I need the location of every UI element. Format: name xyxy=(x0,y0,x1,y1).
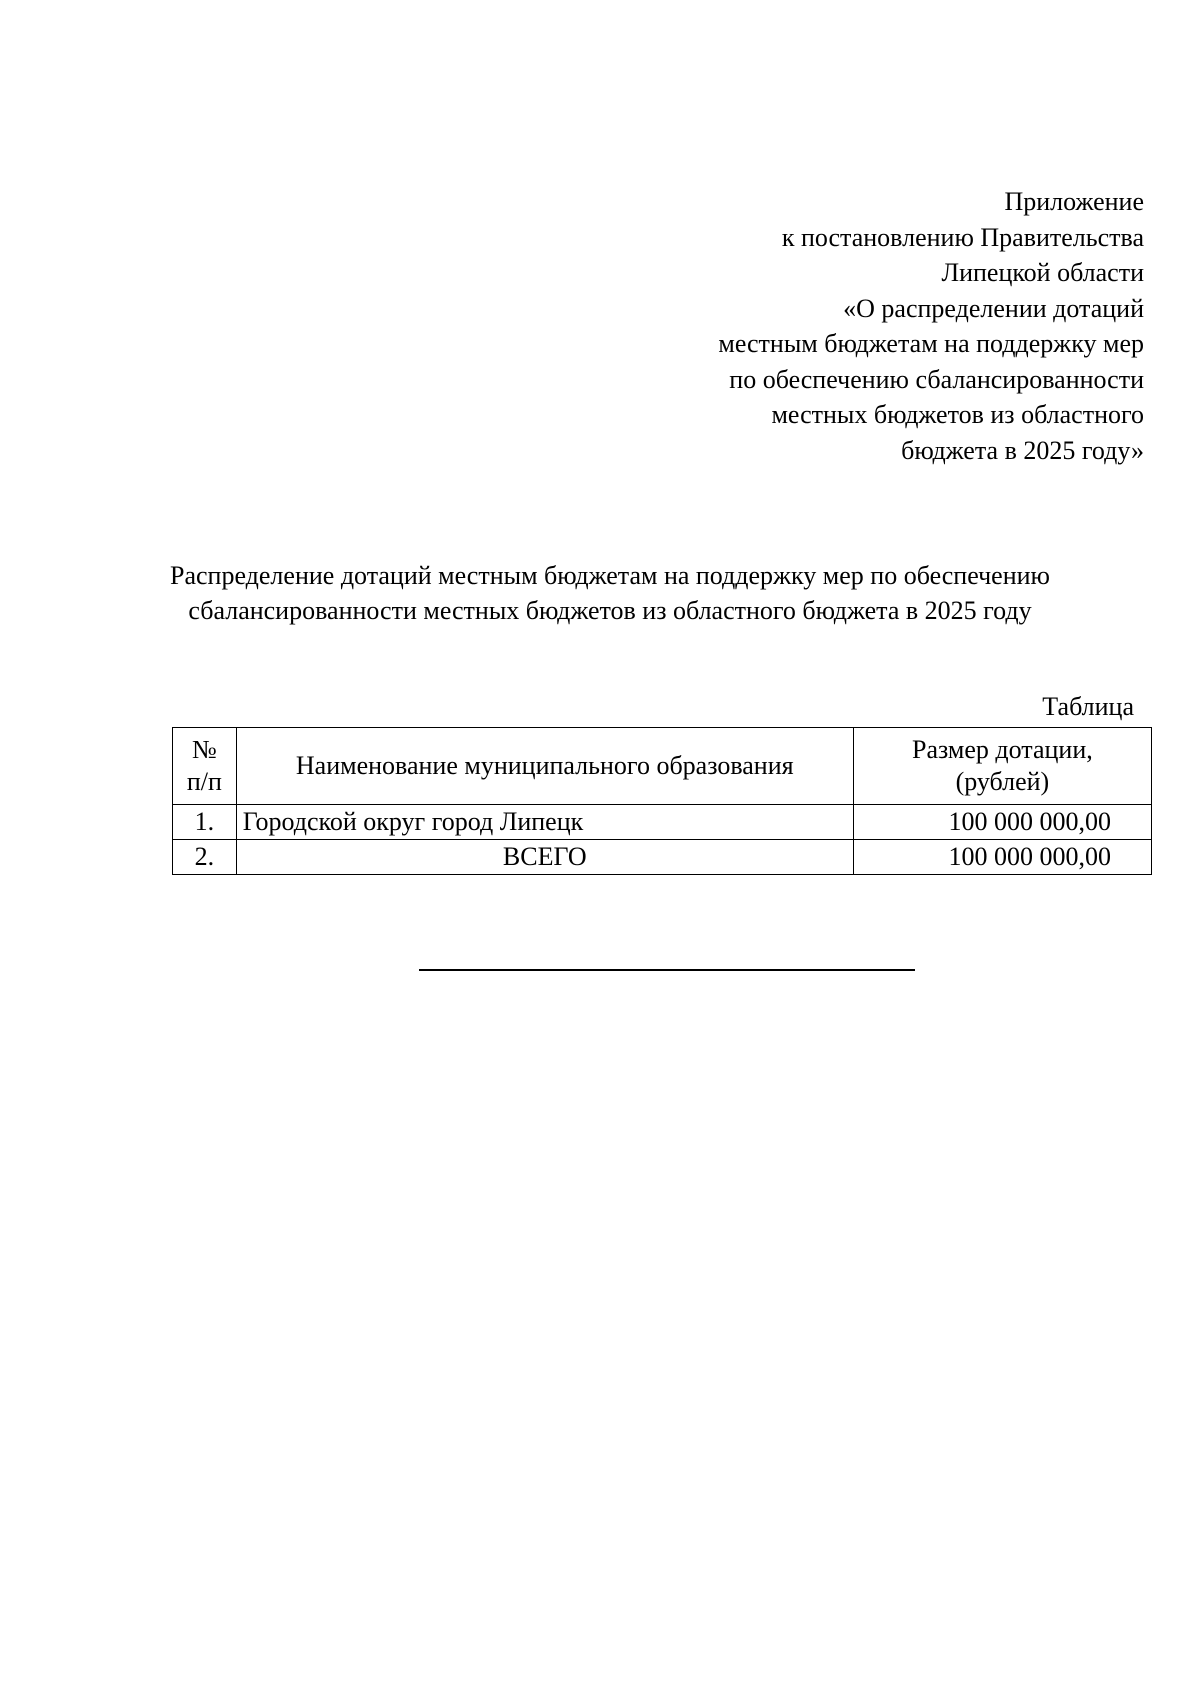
table-row xyxy=(173,805,1152,840)
appendix-line: по обеспечению сбалансированности xyxy=(729,364,1144,394)
header-number-line-2: п/п xyxy=(186,767,222,796)
appendix-line: местным бюджетам на поддержку мер xyxy=(718,329,1144,358)
row-name: ВСЕГО xyxy=(236,840,853,875)
table-row-total xyxy=(173,840,1152,875)
row-amount: 100 000 000,00 xyxy=(853,840,1151,875)
subsidy-table xyxy=(172,727,1152,875)
appendix-line: Липецкой области xyxy=(941,258,1144,287)
appendix-line: Приложение xyxy=(1004,187,1144,216)
title-line-2: сбалансированности местных бюджетов из областного бюджета в 2025 году xyxy=(188,596,1032,625)
header-amount xyxy=(853,728,1151,805)
row-name: Городской округ город Липецк xyxy=(236,805,853,840)
appendix-line: бюджета в 2025 году» xyxy=(901,435,1144,465)
closing-rule xyxy=(419,969,915,971)
header-name: Наименование муниципального образования xyxy=(236,728,853,805)
header-number xyxy=(173,728,237,805)
appendix-header xyxy=(444,184,1144,468)
header-number-line-1: № xyxy=(191,735,217,764)
row-number: 1. xyxy=(173,805,237,840)
appendix-line: к постановлению Правительства xyxy=(781,222,1144,252)
header-amount-line-2: (рублей) xyxy=(955,767,1050,796)
table-header-row xyxy=(173,728,1152,805)
appendix-line: местных бюджетов из областного xyxy=(771,400,1144,429)
table-caption: Таблица xyxy=(1042,692,1134,721)
appendix-line: «О распределении дотаций xyxy=(843,293,1144,323)
row-number: 2. xyxy=(173,840,237,875)
title-line-1: Распределение дотаций местным бюджетам на поддержку мер по обеспечению xyxy=(170,561,1050,590)
row-amount: 100 000 000,00 xyxy=(853,805,1151,840)
header-amount-line-1: Размер дотации, xyxy=(912,735,1093,764)
document-title xyxy=(150,558,1070,628)
